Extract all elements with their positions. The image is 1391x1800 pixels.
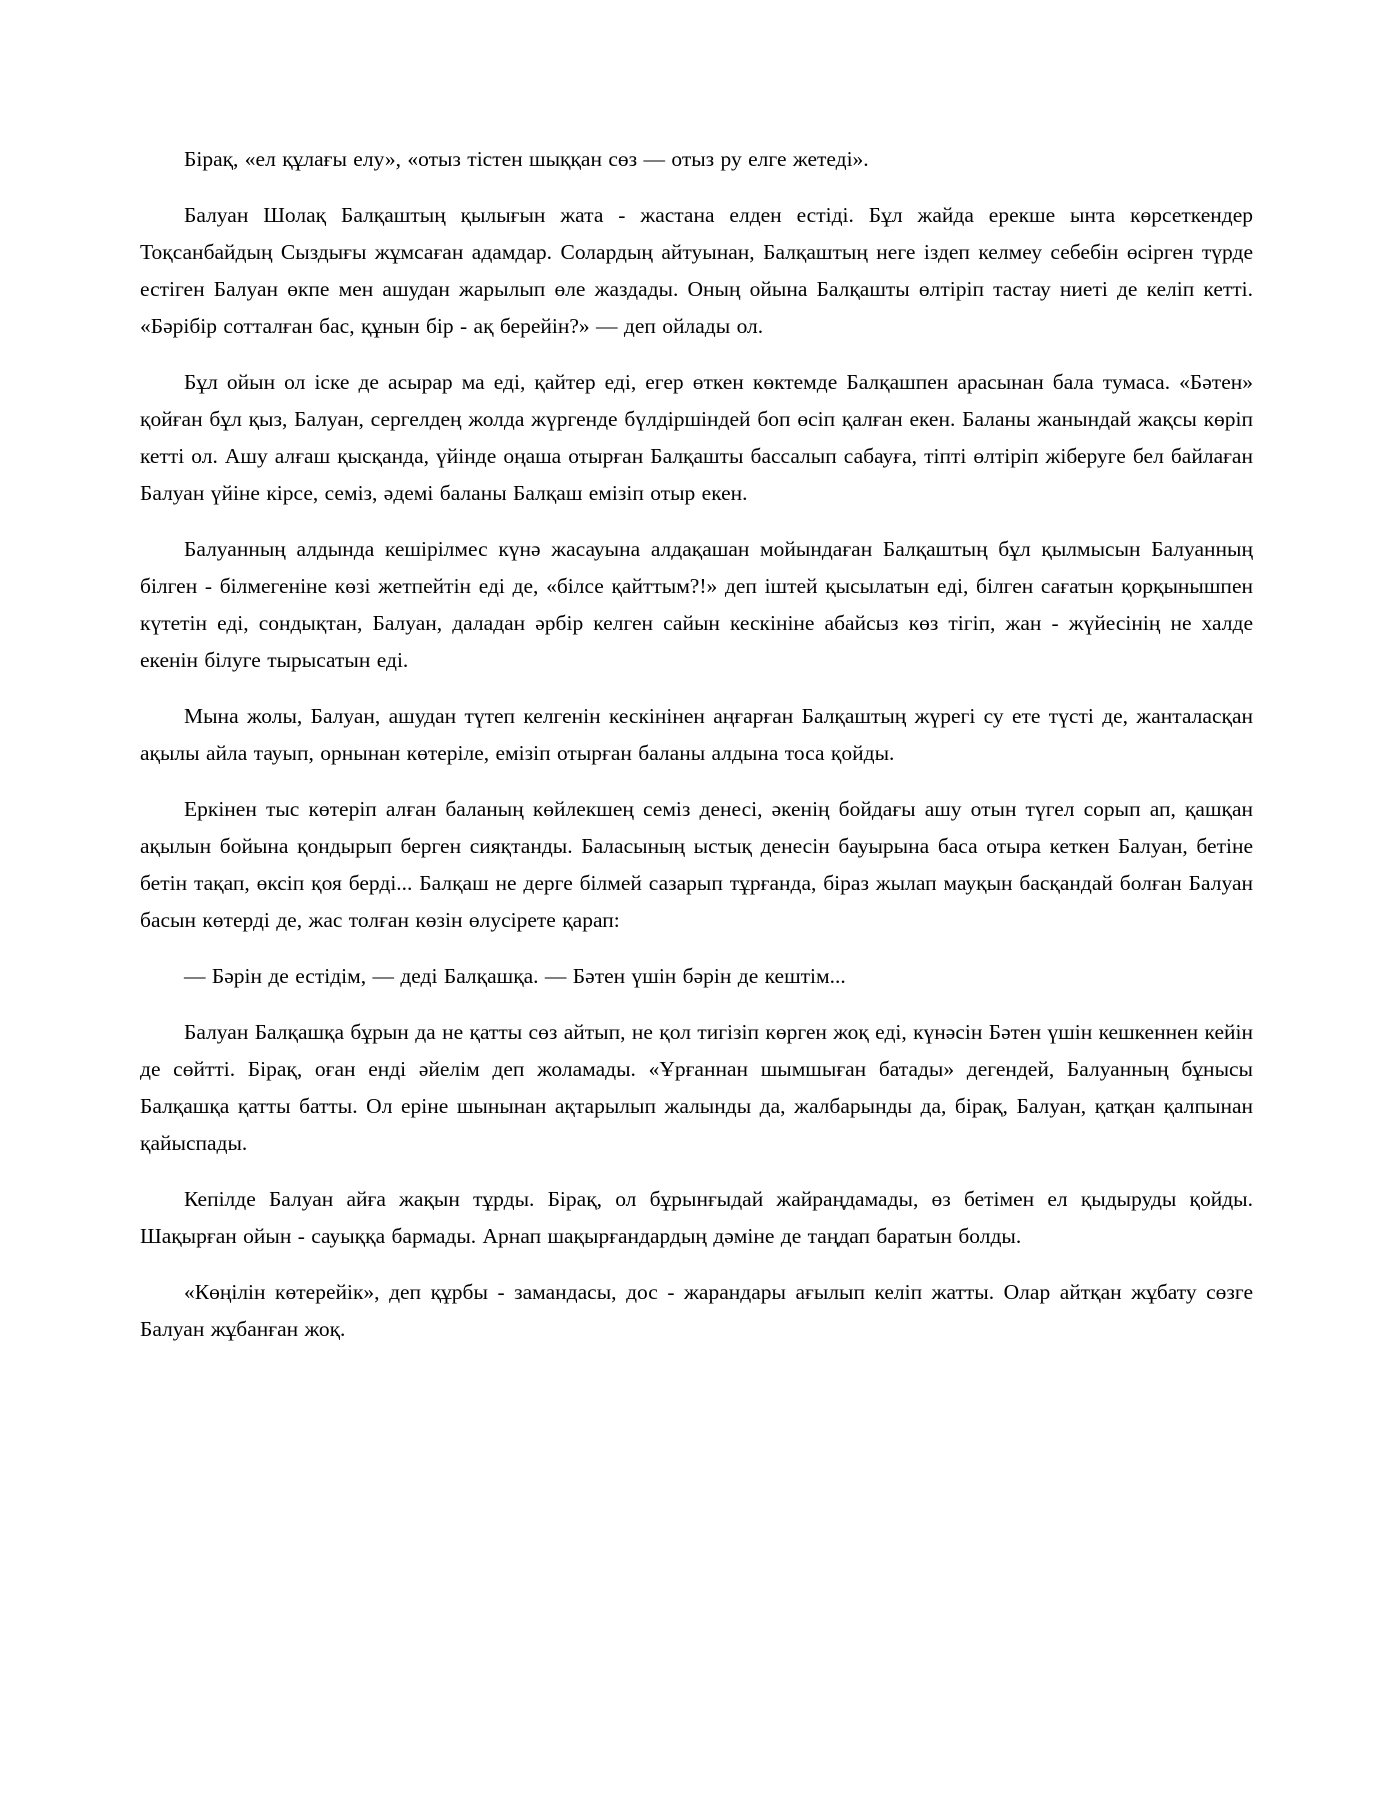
paragraph: Кепілде Балуан айға жақын тұрды. Бірақ, ол бұрынғыдай жайраңдамады, өз бетімен ел қыдыруды қойды. Шақырған ойын - сауыққа бармады. Арнап шақырғандардың дәміне де таңдап баратын болды. (140, 1187, 1253, 1248)
paragraph: Еркінен тыс көтеріп алған баланың көйлекшең семіз денесі, әкенің бойдағы ашу отын түгел сорып ап, қашқан ақылын бойына қондырып берген сияқтанды. Баласының ыстық денесін бауырына баса отыра кеткен Балуан, бетіне бетін тақап, өксіп қоя берді... Балқаш не дерге білмей сазарып тұрғанда, біраз жылап мауқын басқандай болған Балуан басын көтерді де, жас толған көзін өлусірете қарап: (140, 797, 1253, 932)
paragraph: Балуан Шолақ Балқаштың қылығын жата - жастана елден естіді. Бұл жайда ерекше ынта көрсеткендер Тоқсанбайдың Сыздығы жұмсаған адамдар. Солардың айтуынан, Балқаштың неге іздеп келмеу себебін өсірген түрде естіген Балуан өкпе мен ашудан жарылып өле жаздады. Оның ойына Балқашты өлтіріп тастау ниеті де келіп кетті. «Бәрібір сотталған бас, құнын бір - ақ берейін?» — деп ойлады ол. (140, 203, 1253, 338)
paragraph: Балуанның алдында кешірілмес күнә жасауына алдақашан мойындаған Балқаштың бұл қылмысын Балуанның білген - білмегеніне көзі жетпейтін еді де, «білсе қайттым?!» деп іштей қысылатын еді, білген сағатын қорқынышпен күтетін еді, сондықтан, Балуан, даладан әрбір келген сайын кескініне абайсыз көз тігіп, жан - жүйесінің не халде екенін білуге тырысатын еді. (140, 537, 1253, 672)
paragraph: Балуан Балқашқа бұрын да не қатты сөз айтып, не қол тигізіп көрген жоқ еді, күнәсін Бәтен үшін кешкеннен кейін де сөйтті. Бірақ, оған енді әйелім деп жоламады. «Ұрғаннан шымшыған батады» дегендей, Балуанның бұнысы Балқашқа қатты батты. Ол еріне шынынан ақтарылып жалынды да, жалбарынды да, бірақ, Балуан, қатқан қалпынан қайыспады. (140, 1020, 1253, 1155)
paragraph: — Бәрін де естідім, — деді Балқашқа. — Бәтен үшін бәрін де кештім... (184, 964, 846, 988)
paragraph: Мына жолы, Балуан, ашудан түтеп келгенін кескінінен аңғарған Балқаштың жүрегі су ете түсті де, жанталасқан ақылы айла тауып, орнынан көтеріле, емізіп отырған баланы алдына тоса қойды. (140, 704, 1253, 765)
paragraph: Бірақ, «ел құлағы елу», «отыз тістен шыққан сөз — отыз ру елге жетеді». (184, 147, 869, 171)
paragraph: Бұл ойын ол іске де асырар ма еді, қайтер еді, егер өткен көктемде Балқашпен арасынан бала тумаса. «Бәтен» қойған бұл қыз, Балуан, сергелдең жолда жүргенде бүлдіршіндей боп өсіп қалған екен. Баланы жанындай жақсы көріп кетті ол. Ашу алғаш қысқанда, үйінде оңаша отырған Балқашты бассалып сабауға, тіпті өлтіріп жіберуге бел байлаған Балуан үйіне кірсе, семіз, әдемі баланы Балқаш емізіп отыр екен. (140, 370, 1253, 505)
paragraph: «Көңілін көтерейік», деп құрбы - замандасы, дос - жарандары ағылып келіп жатты. Олар айтқан жұбату сөзге Балуан жұбанған жоқ. (140, 1280, 1253, 1341)
